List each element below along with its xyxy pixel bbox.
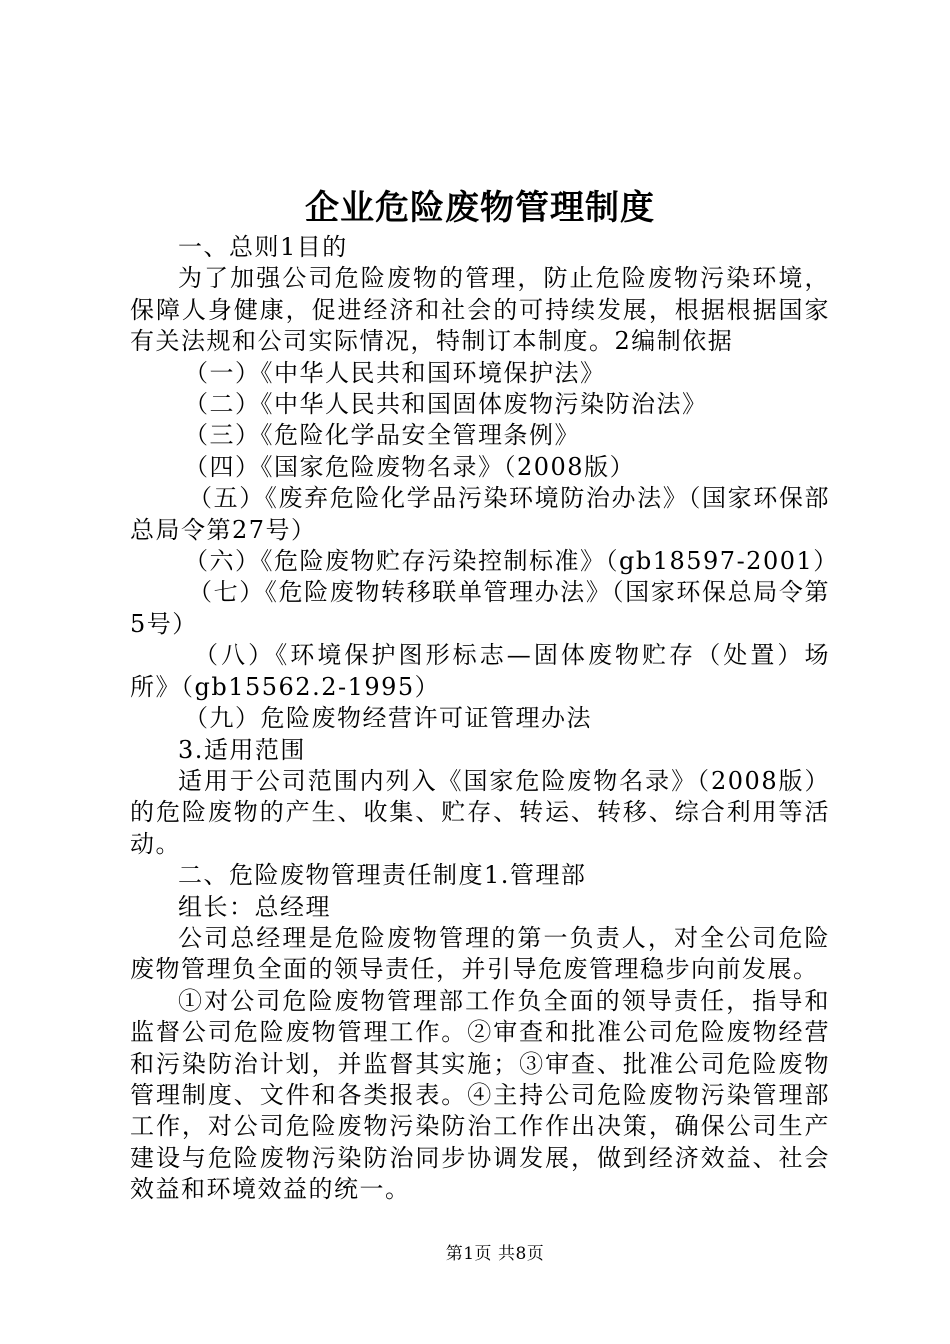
basis-item: （三）《危险化学品安全管理条例》: [184, 421, 580, 450]
basis-item: （六）《危险废物贮存污染控制标准》（gb18597-2001）: [184, 547, 839, 576]
paragraph: 适用于公司范围内列入《国家危险废物名录》（2008版）的危险废物的产生、收集、贮存、转运、转移、综合利用等活动。: [130, 766, 830, 858]
paragraph: 公司总经理是危险废物管理的第一负责人，对全公司危险废物管理负全面的领导责任，并引导危废管理稳步向前发展。: [130, 923, 830, 984]
basis-item: （七）《危险废物转移联单管理办法》（国家环保总局令第5号）: [130, 578, 830, 638]
section-heading: 3.适用范围: [178, 735, 306, 764]
basis-item: （四）《国家危险废物名录》（2008版）: [184, 452, 636, 481]
basis-item: （一）《中华人民共和国环境保护法》: [184, 358, 606, 387]
basis-item: （五）《废弃危险化学品污染环境防治办法》（国家环保部总局令第27号）: [130, 484, 830, 544]
section-heading: 一、总则1目的: [178, 233, 348, 261]
page-number: 第1页 共8页: [445, 1244, 545, 1264]
paragraph: 为了加强公司危险废物的管理，防止危险废物污染环境，保障人身健康，促进经济和社会的可持续发展，根据根据国家有关法规和公司实际情况，特制订本制度。2编制依据: [130, 264, 830, 356]
section-heading: 二、危险废物管理责任制度1.管理部: [178, 861, 587, 890]
document-title: 企业危险废物管理制度: [305, 188, 655, 228]
paragraph: ①对公司危险废物管理部工作负全面的领导责任，指导和监督公司危险废物管理工作。②审查和批准公司危险废物经营和污染防治计划，并监督其实施；③审查、批准公司危险废物管理制度、文件和各类报表。④主持公司危险废物污染管理部工作，对公司危险废物污染防治工作作出决策，确保公司生产建设与危险废物污染防治同步协调发展，做到经济效益、社会效益和环境效益的统一。: [130, 986, 830, 1204]
paragraph: 组长：总经理: [178, 892, 331, 921]
basis-item: （八）《环境保护图形标志—固体废物贮存（处置）场所》（gb15562.2-1995）: [130, 641, 830, 701]
document-body: [130, 232, 839, 1206]
basis-item: （九）危险废物经营许可证管理办法: [184, 704, 592, 733]
basis-item: （二）《中华人民共和国固体废物污染防治法》: [184, 390, 708, 419]
